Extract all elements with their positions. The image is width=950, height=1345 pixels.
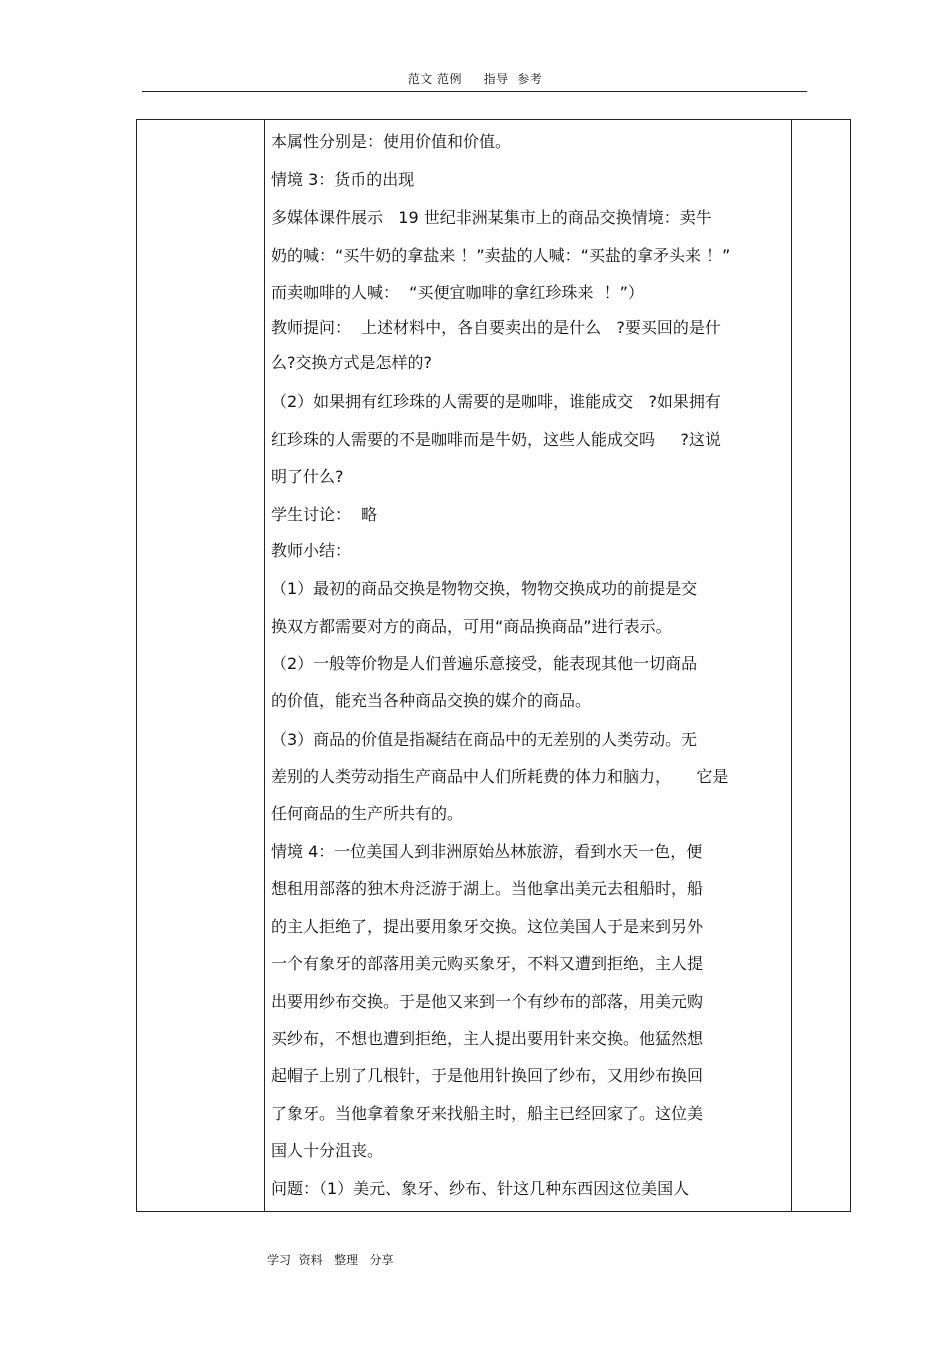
- text-line: 的主人拒绝了，提出要用象牙交换。这位美国人于是来到另外: [271, 917, 704, 936]
- text-line: （2）如果拥有红珍珠的人需要的是咖啡，谁能成交 ?如果拥有: [271, 392, 721, 411]
- table-content-column: [265, 120, 793, 1211]
- table-left-column: [137, 120, 265, 1211]
- text-line: 了象牙。当他拿着象牙来找船主时，船主已经回家了。这位美: [271, 1104, 704, 1123]
- text-line: 情境 3：货币的出现: [271, 170, 415, 189]
- text-line: 教师提问： 上述材料中，各自要卖出的是什么 ?要买回的是什: [271, 318, 721, 337]
- text-line: 而卖咖啡的人喊： “买便宜咖啡的拿红珍珠来 ！”）: [271, 283, 644, 302]
- text-line: 问题：（1）美元、象牙、纱布、针这几种东西因这位美国人: [271, 1179, 690, 1198]
- text-line: 红珍珠的人需要的不是咖啡而是牛奶，这些人能成交吗 ?这说: [271, 430, 721, 449]
- page-header: 范文 范例 指导 参考: [407, 72, 543, 86]
- text-line: 出要用纱布交换。于是他又来到一个有纱布的部落，用美元购: [271, 992, 704, 1011]
- text-line: 起帽子上别了几根针，于是他用针换回了纱布，又用纱布换回: [271, 1066, 704, 1085]
- text-line: 国人十分沮丧。: [271, 1141, 384, 1160]
- text-line: 的价值，能充当各种商品交换的媒介的商品。: [271, 691, 592, 710]
- text-line: 换双方都需要对方的商品，可用“商品换商品”进行表示。: [271, 617, 672, 636]
- text-line: （1）最初的商品交换是物物交换，物物交换成功的前提是交: [271, 579, 698, 598]
- text-line: 么?交换方式是怎样的?: [271, 353, 432, 372]
- text-line: 多媒体课件展示 19 世纪非洲某集市上的商品交换情境：卖牛: [271, 208, 712, 227]
- text-line: 一个有象牙的部落用美元购买象牙，不料又遭到拒绝，主人提: [271, 954, 704, 973]
- text-line: 想租用部落的独木舟泛游于湖上。当他拿出美元去租船时，船: [271, 879, 704, 898]
- text-line: 情境 4：一位美国人到非洲原始丛林旅游，看到水天一色，便: [271, 842, 703, 861]
- text-line: 差别的人类劳动指生产商品中人们所耗费的体力和脑力， 它是: [271, 767, 729, 786]
- text-line: 教师小结：: [271, 541, 352, 560]
- table-right-column: [791, 120, 850, 1211]
- text-line: 本属性分别是：使用价值和价值。: [271, 132, 512, 151]
- text-line: 任何商品的生产所共有的。: [271, 804, 464, 823]
- text-line: 买纱布，不想也遭到拒绝，主人提出要用针来交换。他猛然想: [271, 1029, 704, 1048]
- lesson-table: [136, 119, 851, 1212]
- text-line: 奶的喊：“买牛奶的拿盐来 ！”卖盐的人喊：“买盐的拿矛头来 ！”: [271, 246, 731, 265]
- text-line: （3）商品的价值是指凝结在商品中的无差别的人类劳动。无: [271, 730, 698, 749]
- header-divider: [142, 91, 807, 92]
- text-line: 学生讨论： 略: [271, 505, 378, 524]
- text-line: 明了什么?: [271, 467, 344, 486]
- text-line: （2）一般等价物是人们普遍乐意接受，能表现其他一切商品: [271, 654, 698, 673]
- page-footer: 学习 资料 整理 分享: [267, 1253, 394, 1267]
